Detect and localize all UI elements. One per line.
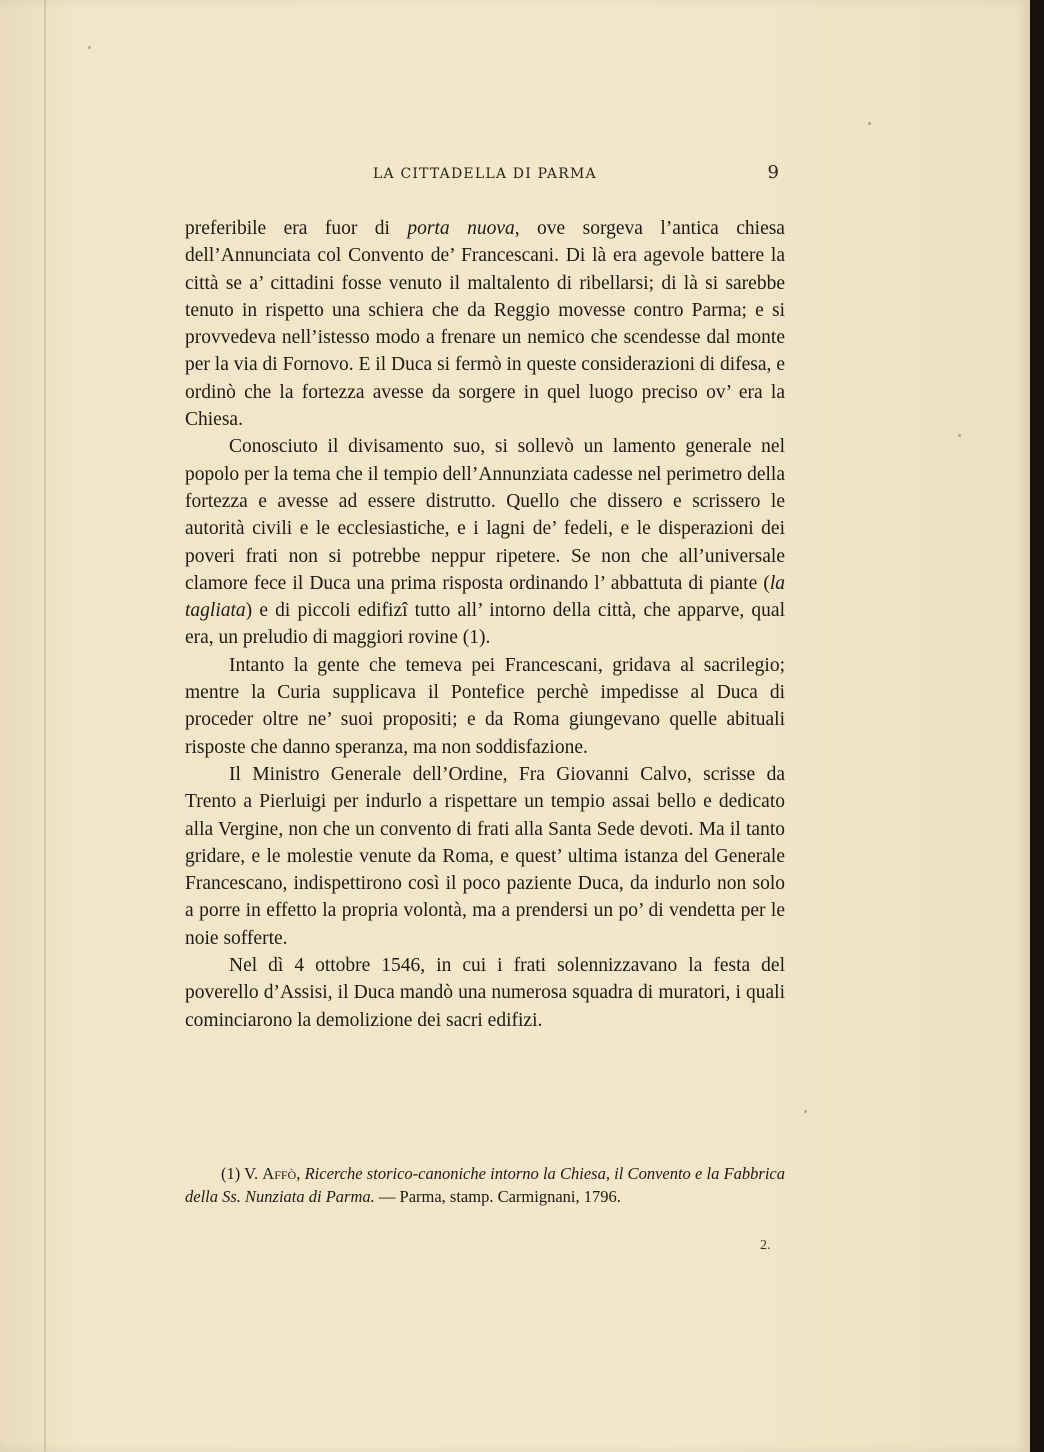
- footnote-marker: (1) V.: [221, 1164, 263, 1183]
- paragraph-1-italic: porta nuova: [407, 218, 515, 239]
- paper-speck: [804, 1110, 807, 1113]
- paragraph-5: Nel dì 4 ottobre 1546, in cui i frati solennizzavano la festa del poverello d’Assisi, il Duca mandò una numerosa squadra di muratori, i quali cominciarono la demolizione dei sacri edifizi.: [185, 955, 785, 1031]
- paragraph-3: Intanto la gente che temeva pei Francescani, gridava al sacrilegio; mentre la Curia supplicava il Pontefice perchè impedisse al Duca di proceder oltre ne’ suoi propositi; e da Roma giungevano quelle abituali risposte che danno speranza, ma non soddisfazione.: [185, 654, 785, 758]
- paragraph-1-text-a: preferibile era fuor di: [185, 218, 408, 239]
- paper-speck: [958, 434, 961, 437]
- footnote-1: [185, 1162, 785, 1208]
- scan-background-edge: [1030, 0, 1044, 1452]
- gutter-shadow: [44, 0, 46, 1452]
- footnote-imprint: — Parma, stamp. Carmignani, 1796.: [374, 1187, 621, 1206]
- paper-speck: [868, 122, 871, 125]
- paper-speck: [88, 46, 91, 49]
- paragraph-1-text-b: , ove sorgeva l’antica chiesa dell’Annunciata col Convento de’ Francescani. Di là era agevole battere la città se a’ cittadini fosse venuto il maltalento di ribellarsi; di là si sarebbe tenuto in rispetto una schiera che da Reggio movesse contro Parma; e si provvedeva nell’istesso modo a frenare un nemico che scendesse dal monte per la via di Fornovo. E il Duca si fermò in queste considerazioni di difesa, e ordinò che la fortezza avesse da sorgere in quel luogo preciso ov’ era la Chiesa.: [185, 218, 785, 431]
- paragraph-2-text-a: Conosciuto il divisamento suo, si sollevò un lamento generale nel popolo per la tema che il tempio dell’Annunziata cadesse nel perimetro della fortezza e avesse ad essere distrutto. Quello che dissero e scrissero le autorità civili e le ecclesiastiche, e i lagni de’ fedeli, e le disperazioni dei poveri frati non si potrebbe neppur ripetere. Se non che all’universale clamore fece il Duca una prima risposta ordinando l’ abbattuta di piante (: [185, 436, 785, 594]
- paragraph-2: [185, 433, 785, 651]
- paragraph-2-italic: la tagliata: [185, 572, 785, 622]
- footnote-title: Ricerche storico-canoniche intorno la Chiesa, il Convento e la Fabbrica della Ss. Nunziata di Parma.: [185, 1164, 786, 1206]
- paragraph-4: Il Ministro Generale dell’Ordine, Fra Giovanni Calvo, scrisse da Trento a Pierluigi per indurlo a rispettare un tempio assai bello e dedicato alla Vergine, non che un convento di frati alla Santa Sede devoti. Ma il tanto gridare, e le molestie venute da Roma, e quest’ ultima istanza del Generale Francescano, indispettirono così il poco paziente Duca, da indurlo non solo a porre in effetto la propria volontà, ma a prendersi un po’ di vendetta per le noie sofferte.: [185, 763, 785, 949]
- running-head: [185, 160, 785, 190]
- footnote-author: Affò: [262, 1164, 297, 1183]
- footnote-sep: ,: [296, 1164, 305, 1183]
- signature-mark: 2.: [760, 1238, 771, 1253]
- paragraph-2-text-b: ) e di piccoli edifizî tutto all’ intorno della città, che apparve, qual era, un preludio di maggiori rovine (1).: [185, 600, 785, 649]
- footnote: [185, 1162, 785, 1208]
- body-text: [185, 215, 785, 1034]
- page-number: 9: [767, 162, 779, 183]
- paragraph-1: [185, 215, 785, 433]
- running-title: LA CITTADELLA DI PARMA: [373, 166, 597, 182]
